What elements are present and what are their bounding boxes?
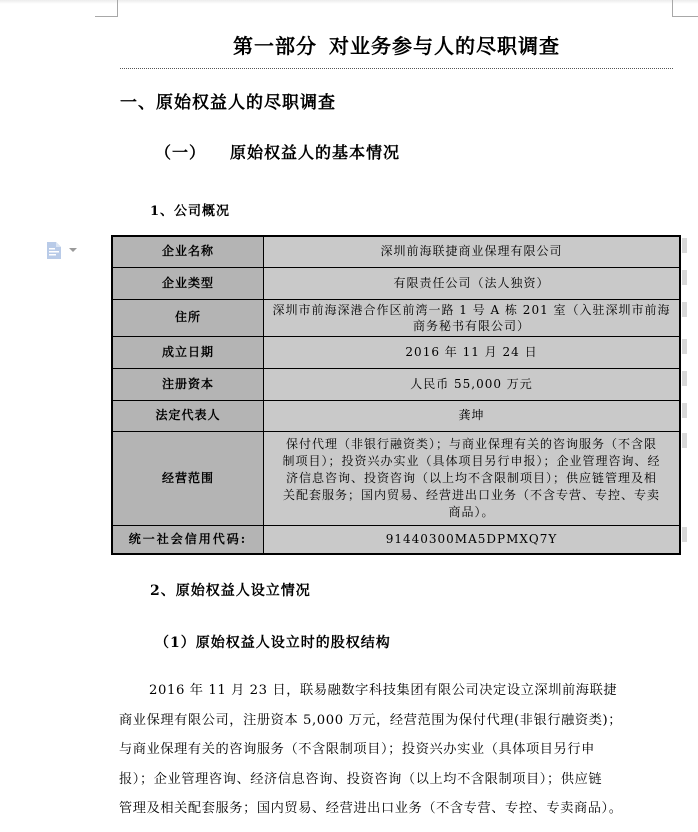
- row-shade-marker: [682, 527, 687, 542]
- row-label: 住所: [112, 299, 264, 336]
- margin-corner-mark-left: [95, 0, 118, 17]
- company-overview-table: [111, 235, 681, 555]
- subsection-text: 原始权益人的基本情况: [230, 143, 401, 162]
- value-line: 关配套服务；国内贸易、经营进出口业务（不含专营、专控、专卖: [282, 487, 660, 502]
- value-line: 深圳市前海深港合作区前湾一路 1 号 A 栋 201 室（入驻深圳市前海: [272, 302, 671, 317]
- paragraph-line: 管理及相关配套服务；国内贸易、经营进出口业务（不含专营、专控、专卖商品）。: [119, 801, 623, 816]
- item1-heading: 1、公司概况: [150, 204, 231, 219]
- table-row: [112, 299, 680, 336]
- row-shade-marker: [682, 403, 687, 418]
- table-row: [112, 267, 680, 299]
- dotted-divider: [120, 68, 673, 69]
- paragraph-line: 商业保理有限公司，注册资本 5,000 万元，经营范围为保付代理(非银行融资类)；: [119, 712, 623, 728]
- chevron-down-icon[interactable]: [69, 248, 77, 252]
- subsection-heading: [155, 140, 400, 163]
- row-shade-marker: [682, 433, 687, 448]
- subsection-number: （一）: [155, 143, 207, 162]
- row-label: 企业类型: [112, 267, 264, 299]
- item2-heading: 2、原始权益人设立情况: [150, 583, 311, 599]
- paragraph-layout-icon: [47, 242, 61, 259]
- table-row: [112, 336, 680, 368]
- row-label: 法定代表人: [112, 400, 264, 431]
- row-value: [264, 299, 681, 336]
- item2-sub-heading: （1）原始权益人设立时的股权结构: [155, 635, 391, 651]
- row-shade-marker: [682, 270, 687, 285]
- paragraph-line: 与商业保理有关的咨询服务（不含限制项目）；投资兴办实业（具体项目另行申: [119, 742, 595, 757]
- row-label: 统一社会信用代码:: [112, 525, 264, 554]
- paste-options-button[interactable]: [47, 240, 87, 260]
- title-text: 对业务参与人的尽职调查: [329, 34, 560, 58]
- row-shade-marker: [682, 371, 687, 386]
- table-row: [112, 525, 680, 554]
- row-value: 有限责任公司（法人独资）: [264, 267, 681, 299]
- row-label: 注册资本: [112, 368, 264, 400]
- margin-corner-mark-right: [672, 0, 698, 17]
- row-label: 企业名称: [112, 236, 264, 267]
- row-value: 2016 年 11 月 24 日: [264, 336, 681, 368]
- value-line: 保付代理（非银行融资类）；与商业保理有关的咨询服务（不含限: [285, 436, 657, 451]
- establishment-paragraph: [119, 676, 674, 824]
- row-value: [264, 431, 681, 525]
- page-title: [120, 30, 673, 59]
- row-value: 91440300MA5DPMXQ7Y: [264, 525, 681, 554]
- value-line: 制项目）；投资兴办实业（具体项目另行申报）；企业管理咨询、经: [282, 453, 661, 468]
- row-shade-marker: [682, 302, 687, 317]
- row-shade-marker: [682, 238, 687, 253]
- value-line: 商品）。: [448, 504, 495, 519]
- row-value: 龚坤: [264, 400, 681, 431]
- title-part: 第一部分: [233, 34, 317, 58]
- row-label: 经营范围: [112, 431, 264, 525]
- table-row: [112, 400, 680, 431]
- table-row: [112, 431, 680, 525]
- paragraph-line: 报）；企业管理咨询、经济信息咨询、投资咨询（以上均不含限制项目）；供应链: [119, 771, 603, 787]
- table-row: [112, 368, 680, 400]
- paragraph-line: 2016 年 11 月 23 日，联易融数字科技集团有限公司决定设立深圳前海联捷: [149, 683, 618, 698]
- row-value: 人民币 55,000 万元: [264, 368, 681, 400]
- row-label: 成立日期: [112, 336, 264, 368]
- row-value: 深圳前海联捷商业保理有限公司: [264, 236, 681, 267]
- value-line: 商务秘书有限公司）: [412, 318, 530, 333]
- section-heading: 一、原始权益人的尽职调查: [120, 93, 336, 113]
- value-line: 济信息咨询、投资咨询（以上均不含限制项目）；供应链管理及相: [285, 470, 657, 485]
- table-row: [112, 236, 680, 267]
- row-shade-marker: [682, 339, 687, 354]
